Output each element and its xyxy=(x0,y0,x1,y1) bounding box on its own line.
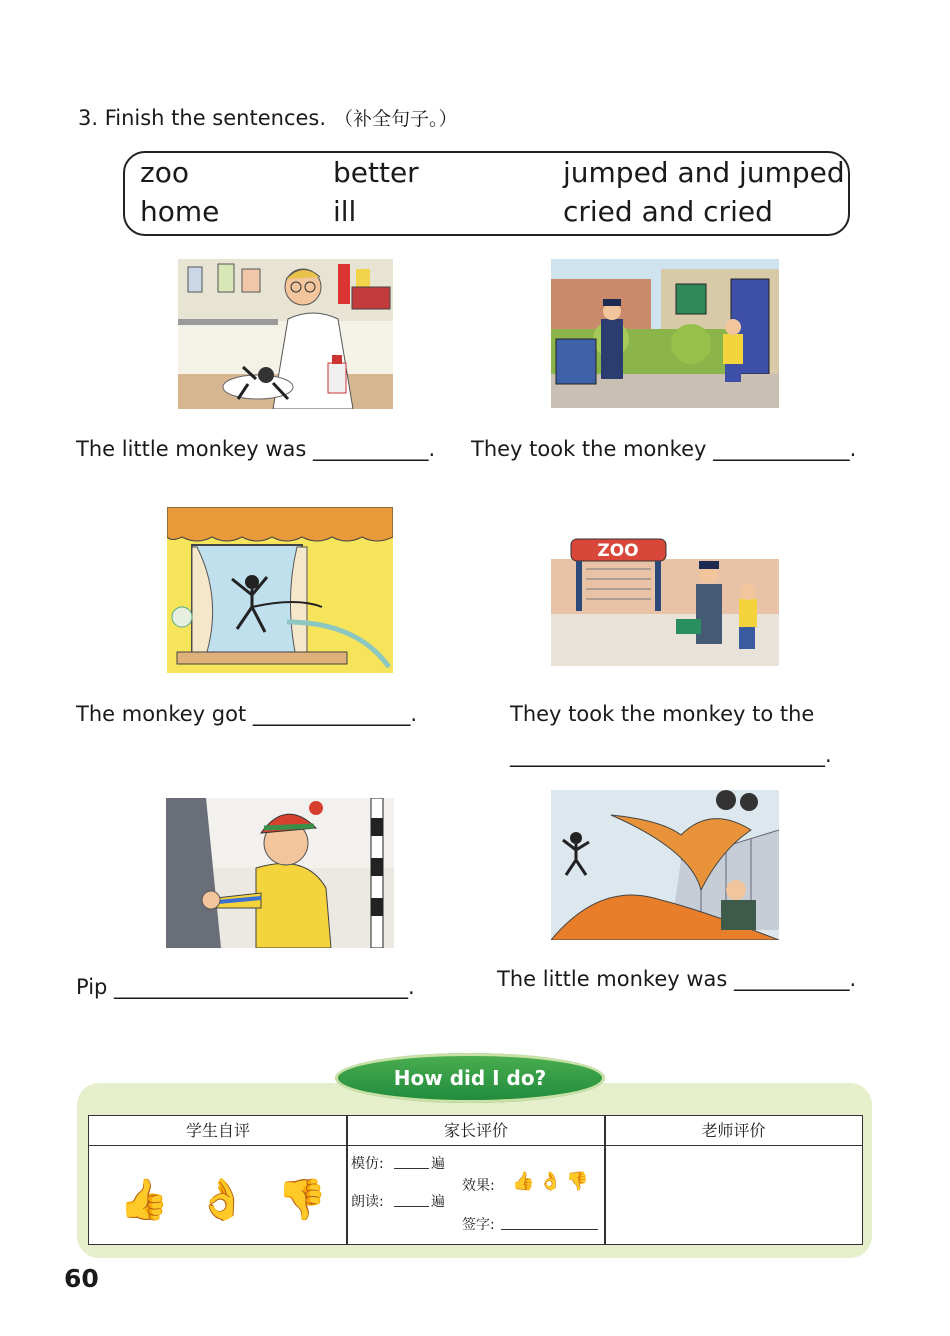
header-parent: 家长评价 xyxy=(347,1116,605,1146)
zoo-sign-text: ZOO xyxy=(597,541,639,561)
ok-hand-icon[interactable]: 👌 xyxy=(539,1171,562,1192)
word-bank-item: cried and cried xyxy=(563,195,773,228)
monkey-at-window-illustration xyxy=(167,507,393,673)
sentence-4: They took the monkey to the xyxy=(510,702,815,726)
exercise-title xyxy=(78,104,458,131)
sentence-6: The little monkey was ___________. xyxy=(497,967,857,991)
thumbs-up-icon[interactable]: 👍 xyxy=(512,1171,535,1192)
sentence-4-blank: ______________________________. xyxy=(510,743,832,767)
header-teacher: 老师评价 xyxy=(605,1116,862,1146)
read-label: 朗读: xyxy=(351,1194,384,1210)
monkey-in-zoo-illustration xyxy=(551,790,779,940)
vet-with-monkey-illustration xyxy=(178,259,393,409)
sentence-3: The monkey got _______________. xyxy=(76,702,418,726)
sign-blank[interactable] xyxy=(501,1214,598,1230)
crying-boy-illustration xyxy=(166,798,394,948)
word-bank xyxy=(123,151,850,236)
thumbs-down-icon[interactable]: 👎 xyxy=(566,1171,589,1192)
word-bank-item: zoo xyxy=(140,156,189,189)
word-bank-item: better xyxy=(333,156,419,189)
sentence-1: The little monkey was ___________. xyxy=(76,437,436,461)
effect-label: 效果: xyxy=(462,1178,495,1194)
thumbs-up-icon[interactable]: 👍 xyxy=(119,1177,169,1223)
ok-hand-icon[interactable]: 👌 xyxy=(197,1177,247,1223)
word-bank-item: jumped and jumped xyxy=(563,156,845,189)
page-number: 60 xyxy=(64,1264,99,1293)
read-unit: 遍 xyxy=(431,1194,445,1210)
evaluation-table xyxy=(88,1115,863,1245)
sentence-2: They took the monkey _____________. xyxy=(471,437,857,461)
sentence-5: Pip ____________________________. xyxy=(76,975,415,999)
zoo-gate-illustration xyxy=(551,519,779,666)
imitate-label: 模仿: xyxy=(351,1156,384,1172)
read-blank[interactable] xyxy=(394,1191,429,1207)
keeper-at-door-illustration xyxy=(551,259,779,408)
sign-label: 签字: xyxy=(462,1217,495,1233)
word-bank-item: home xyxy=(140,195,220,228)
how-did-i-do-badge: How did I do? xyxy=(335,1053,605,1103)
thumbs-down-icon[interactable]: 👎 xyxy=(277,1177,327,1223)
exercise-title-en: 3. Finish the sentences. xyxy=(78,106,327,130)
word-bank-item: ill xyxy=(333,195,357,228)
imitate-unit: 遍 xyxy=(431,1156,445,1172)
exercise-title-cn: （补全句子。） xyxy=(334,108,458,130)
imitate-blank[interactable] xyxy=(394,1153,429,1169)
header-student: 学生自评 xyxy=(89,1116,347,1146)
